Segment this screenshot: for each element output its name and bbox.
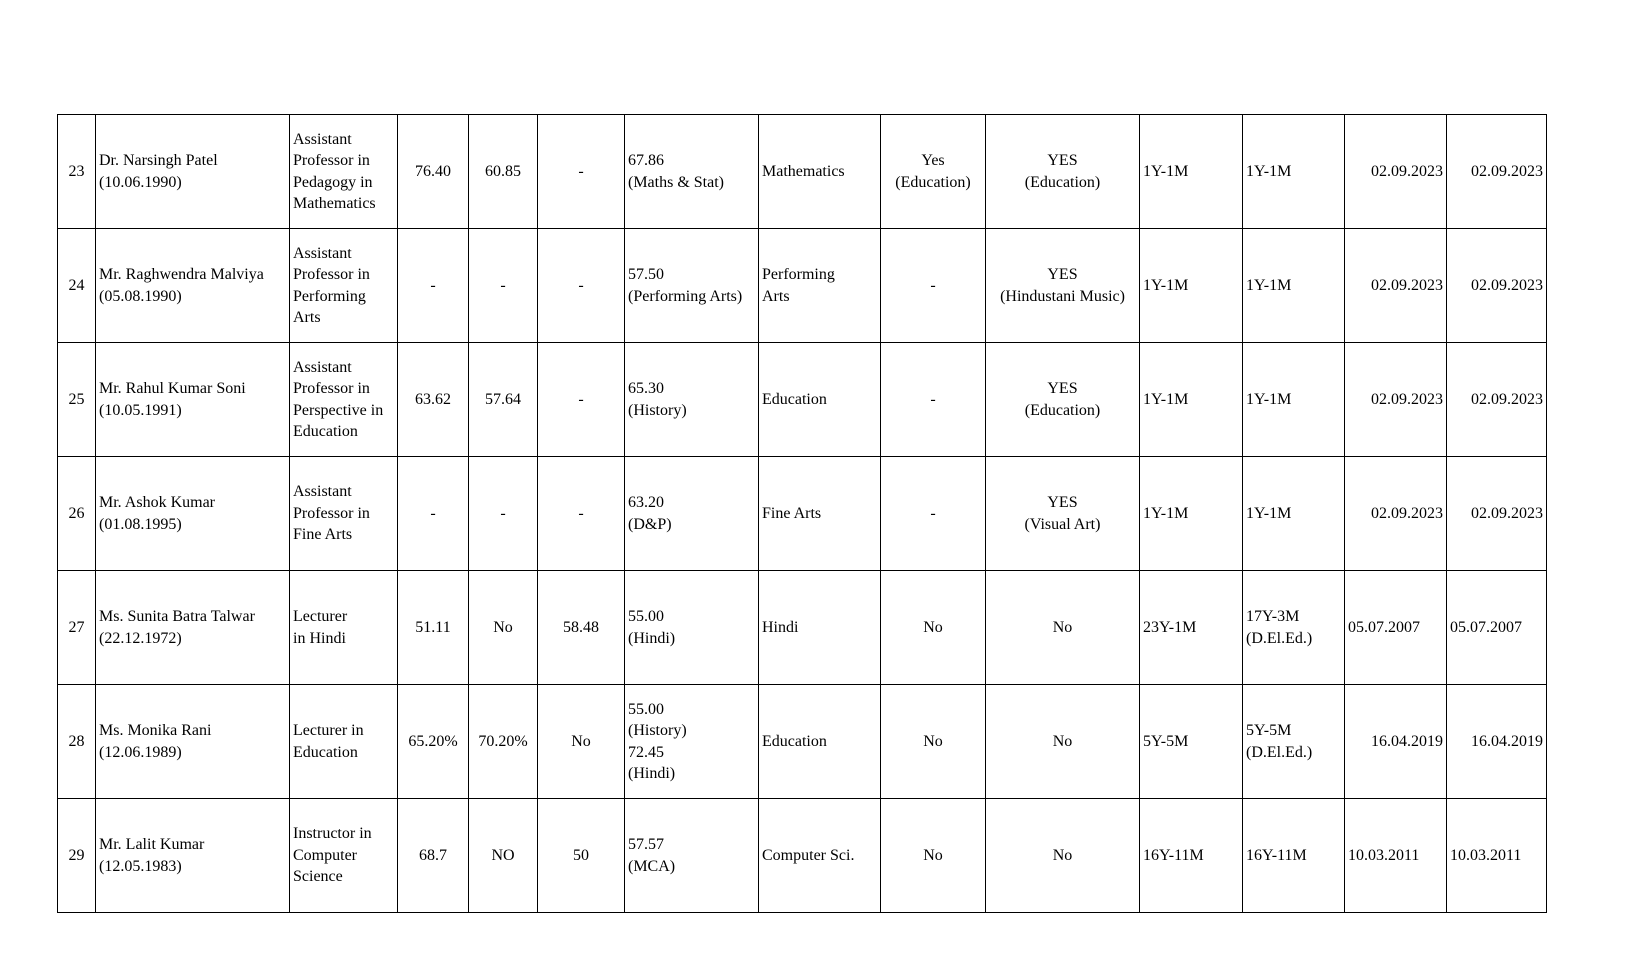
cell-line: (01.08.1995)	[99, 515, 182, 533]
cell-line: Lecturer in	[293, 722, 364, 739]
cell-line: 1Y-1M	[1143, 504, 1189, 522]
cell-line: Professor in	[293, 380, 370, 397]
cell-line: Instructor in	[293, 825, 372, 843]
score-2-cell: 60.85	[469, 115, 538, 229]
cell-line: Ms. Monika Rani	[99, 722, 212, 739]
date-1-cell: 16.04.2019	[1345, 685, 1447, 799]
score-2-cell: NO	[469, 799, 538, 913]
date-2-cell: 02.09.2023	[1447, 343, 1547, 457]
cell-line: Computer Sci.	[762, 846, 855, 864]
cell-line: Mathematics	[762, 162, 845, 180]
qualification-1-cell	[881, 457, 986, 571]
pg-marks-cell	[625, 685, 759, 799]
date-2-cell: 16.04.2019	[1447, 685, 1547, 799]
qualification-2-cell	[986, 343, 1140, 457]
date-1-cell: 02.09.2023	[1345, 115, 1447, 229]
post-cell	[290, 685, 398, 799]
cell-line: Assistant	[293, 130, 352, 148]
pg-marks-cell	[625, 457, 759, 571]
name-dob-cell	[96, 571, 290, 685]
post-cell	[290, 799, 398, 913]
cell-line: Mr. Raghwendra Malviya	[99, 266, 264, 283]
experience-2-cell	[1243, 571, 1345, 685]
qualification-1-cell	[881, 115, 986, 229]
cell-line: 72.45	[628, 743, 664, 761]
serial-number-cell: 27	[58, 571, 96, 685]
experience-2-cell	[1243, 229, 1345, 343]
cell-line: Pedagogy in	[293, 173, 373, 191]
cell-line: (Education)	[1024, 401, 1101, 419]
cell-line: YES	[1047, 380, 1078, 397]
cell-line: (Visual Art)	[1024, 515, 1101, 533]
score-3-cell: -	[538, 457, 625, 571]
pg-marks-cell	[625, 115, 759, 229]
score-1-cell: 68.7	[398, 799, 469, 913]
serial-number-cell: 25	[58, 343, 96, 457]
cell-line: (12.05.1983)	[99, 857, 182, 875]
table-row	[58, 685, 1547, 799]
date-1-cell: 05.07.2007	[1345, 571, 1447, 685]
post-cell	[290, 457, 398, 571]
date-1-cell: 02.09.2023	[1345, 457, 1447, 571]
cell-line: Dr. Narsingh Patel	[99, 152, 218, 169]
date-1-cell: 02.09.2023	[1345, 343, 1447, 457]
cell-line: No	[1052, 846, 1073, 864]
cell-line: 55.00	[628, 608, 664, 625]
post-cell	[290, 229, 398, 343]
cell-line: YES	[1047, 494, 1078, 511]
qualification-2-cell	[986, 571, 1140, 685]
cell-line: (10.06.1990)	[99, 173, 182, 191]
cell-line: 55.00	[628, 700, 664, 718]
table-row	[58, 571, 1547, 685]
cell-line: YES	[1047, 152, 1078, 169]
cell-line: Computer	[293, 846, 357, 864]
cell-line: Education	[293, 423, 358, 440]
experience-1-cell	[1140, 799, 1243, 913]
score-3-cell: 58.48	[538, 571, 625, 685]
serial-number-cell: 28	[58, 685, 96, 799]
cell-line: Performing	[762, 266, 835, 283]
cell-line: (05.08.1990)	[99, 287, 182, 305]
score-2-cell: 57.64	[469, 343, 538, 457]
table-row	[58, 343, 1547, 457]
score-3-cell: 50	[538, 799, 625, 913]
cell-line: in Hindi	[293, 629, 346, 647]
table-row	[58, 229, 1547, 343]
subject-cell	[759, 571, 881, 685]
cell-line: 16Y-11M	[1143, 846, 1204, 864]
table-body	[58, 115, 1547, 913]
name-dob-cell	[96, 457, 290, 571]
cell-line: 1Y-1M	[1246, 276, 1292, 294]
score-2-cell: 70.20%	[469, 685, 538, 799]
serial-number-cell: 23	[58, 115, 96, 229]
cell-line: Ms. Sunita Batra Talwar	[99, 608, 255, 625]
cell-line: Science	[293, 868, 343, 886]
score-1-cell: -	[398, 229, 469, 343]
cell-line: 1Y-1M	[1246, 504, 1292, 522]
cell-line: 16Y-11M	[1246, 846, 1307, 864]
cell-line: (Performing Arts)	[628, 287, 743, 305]
cell-line: YES	[1047, 266, 1078, 283]
post-cell	[290, 343, 398, 457]
table-row	[58, 457, 1547, 571]
experience-1-cell	[1140, 457, 1243, 571]
cell-line: No	[1052, 618, 1073, 636]
date-2-cell: 02.09.2023	[1447, 229, 1547, 343]
cell-line: (12.06.1989)	[99, 743, 182, 761]
table-row	[58, 115, 1547, 229]
qualification-1-cell	[881, 229, 986, 343]
cell-line: Education	[762, 732, 827, 750]
qualification-1-cell	[881, 571, 986, 685]
experience-1-cell	[1140, 571, 1243, 685]
qualification-1-cell	[881, 343, 986, 457]
qualification-2-cell	[986, 799, 1140, 913]
pg-marks-cell	[625, 571, 759, 685]
experience-2-cell	[1243, 343, 1345, 457]
score-2-cell: No	[469, 571, 538, 685]
name-dob-cell	[96, 115, 290, 229]
date-2-cell: 05.07.2007	[1447, 571, 1547, 685]
cell-line: (Education)	[1024, 173, 1101, 191]
faculty-table	[57, 114, 1547, 913]
score-1-cell: 63.62	[398, 343, 469, 457]
cell-line: No	[923, 732, 943, 750]
score-1-cell: 51.11	[398, 571, 469, 685]
cell-line: 1Y-1M	[1143, 162, 1189, 180]
cell-line: 1Y-1M	[1143, 390, 1189, 408]
cell-line: (10.05.1991)	[99, 401, 182, 419]
name-dob-cell	[96, 799, 290, 913]
qualification-2-cell	[986, 457, 1140, 571]
subject-cell	[759, 343, 881, 457]
cell-line: (Hindi)	[628, 629, 676, 647]
post-cell	[290, 115, 398, 229]
pg-marks-cell	[625, 343, 759, 457]
cell-line: 1Y-1M	[1143, 276, 1189, 294]
cell-line: Assistant	[293, 244, 352, 262]
cell-line: 57.50	[628, 266, 664, 283]
cell-line: -	[930, 504, 936, 522]
cell-line: 57.57	[628, 836, 664, 853]
experience-1-cell	[1140, 343, 1243, 457]
experience-1-cell	[1140, 685, 1243, 799]
pg-marks-cell	[625, 229, 759, 343]
date-2-cell: 02.09.2023	[1447, 115, 1547, 229]
cell-line: 5Y-5M	[1143, 732, 1189, 750]
cell-line: 1Y-1M	[1246, 162, 1292, 180]
cell-line: (Maths & Stat)	[628, 173, 724, 191]
name-dob-cell	[96, 343, 290, 457]
cell-line: Education	[762, 390, 827, 408]
cell-line: Fine Arts	[293, 526, 353, 544]
score-1-cell: -	[398, 457, 469, 571]
experience-1-cell	[1140, 115, 1243, 229]
cell-line: Arts	[293, 309, 321, 326]
subject-cell	[759, 115, 881, 229]
table-row	[58, 799, 1547, 913]
cell-line: 23Y-1M	[1143, 618, 1197, 636]
subject-cell	[759, 799, 881, 913]
date-2-cell: 10.03.2011	[1447, 799, 1547, 913]
qualification-2-cell	[986, 229, 1140, 343]
experience-1-cell	[1140, 229, 1243, 343]
date-1-cell: 10.03.2011	[1345, 799, 1447, 913]
experience-2-cell	[1243, 799, 1345, 913]
score-2-cell: -	[469, 457, 538, 571]
subject-cell	[759, 229, 881, 343]
cell-line: Assistant	[293, 358, 352, 376]
serial-number-cell: 29	[58, 799, 96, 913]
cell-line: 5Y-5M	[1246, 722, 1292, 739]
cell-line: Mr. Lalit Kumar	[99, 836, 205, 853]
cell-line: (History)	[628, 722, 687, 739]
score-1-cell: 76.40	[398, 115, 469, 229]
cell-line: -	[930, 276, 936, 294]
cell-line: No	[923, 618, 943, 636]
score-3-cell: No	[538, 685, 625, 799]
cell-line: (D&P)	[628, 515, 672, 533]
post-cell	[290, 571, 398, 685]
date-2-cell: 02.09.2023	[1447, 457, 1547, 571]
pg-marks-cell	[625, 799, 759, 913]
experience-2-cell	[1243, 685, 1345, 799]
cell-line: (Hindustani Music)	[1000, 287, 1125, 305]
cell-line: Education	[293, 743, 358, 761]
cell-line: Lecturer	[293, 608, 348, 625]
cell-line: -	[930, 390, 936, 408]
cell-line: (Education)	[895, 173, 971, 191]
cell-line: (22.12.1972)	[99, 629, 182, 647]
qualification-2-cell	[986, 115, 1140, 229]
cell-line: Mr. Ashok Kumar	[99, 494, 215, 511]
cell-line: Arts	[762, 287, 790, 305]
cell-line: 1Y-1M	[1246, 390, 1292, 408]
cell-line: Mr. Rahul Kumar Soni	[99, 380, 246, 397]
cell-line: Performing	[293, 287, 366, 305]
score-3-cell: -	[538, 229, 625, 343]
cell-line: (Hindi)	[628, 765, 676, 782]
cell-line: (History)	[628, 401, 687, 419]
date-1-cell: 02.09.2023	[1345, 229, 1447, 343]
cell-line: 63.20	[628, 494, 664, 511]
score-3-cell: -	[538, 115, 625, 229]
cell-line: No	[1052, 732, 1073, 750]
qualification-2-cell	[986, 685, 1140, 799]
experience-2-cell	[1243, 457, 1345, 571]
subject-cell	[759, 457, 881, 571]
cell-line: Assistant	[293, 483, 352, 501]
cell-line: Perspective in	[293, 401, 384, 419]
serial-number-cell: 24	[58, 229, 96, 343]
cell-line: 65.30	[628, 380, 664, 397]
score-3-cell: -	[538, 343, 625, 457]
cell-line: (D.El.Ed.)	[1246, 629, 1313, 647]
cell-line: No	[923, 846, 943, 864]
cell-line: Hindi	[762, 618, 799, 636]
cell-line: (D.El.Ed.)	[1246, 743, 1313, 761]
cell-line: Professor in	[293, 266, 370, 283]
qualification-1-cell	[881, 685, 986, 799]
cell-line: Yes	[921, 152, 945, 169]
subject-cell	[759, 685, 881, 799]
cell-line: Fine Arts	[762, 504, 822, 522]
cell-line: 67.86	[628, 152, 664, 169]
cell-line: (MCA)	[628, 857, 676, 875]
name-dob-cell	[96, 685, 290, 799]
score-1-cell: 65.20%	[398, 685, 469, 799]
cell-line: Professor in	[293, 152, 370, 169]
score-2-cell: -	[469, 229, 538, 343]
name-dob-cell	[96, 229, 290, 343]
cell-line: Mathematics	[293, 195, 376, 212]
serial-number-cell: 26	[58, 457, 96, 571]
experience-2-cell	[1243, 115, 1345, 229]
cell-line: 17Y-3M	[1246, 608, 1300, 625]
qualification-1-cell	[881, 799, 986, 913]
cell-line: Professor in	[293, 504, 370, 522]
